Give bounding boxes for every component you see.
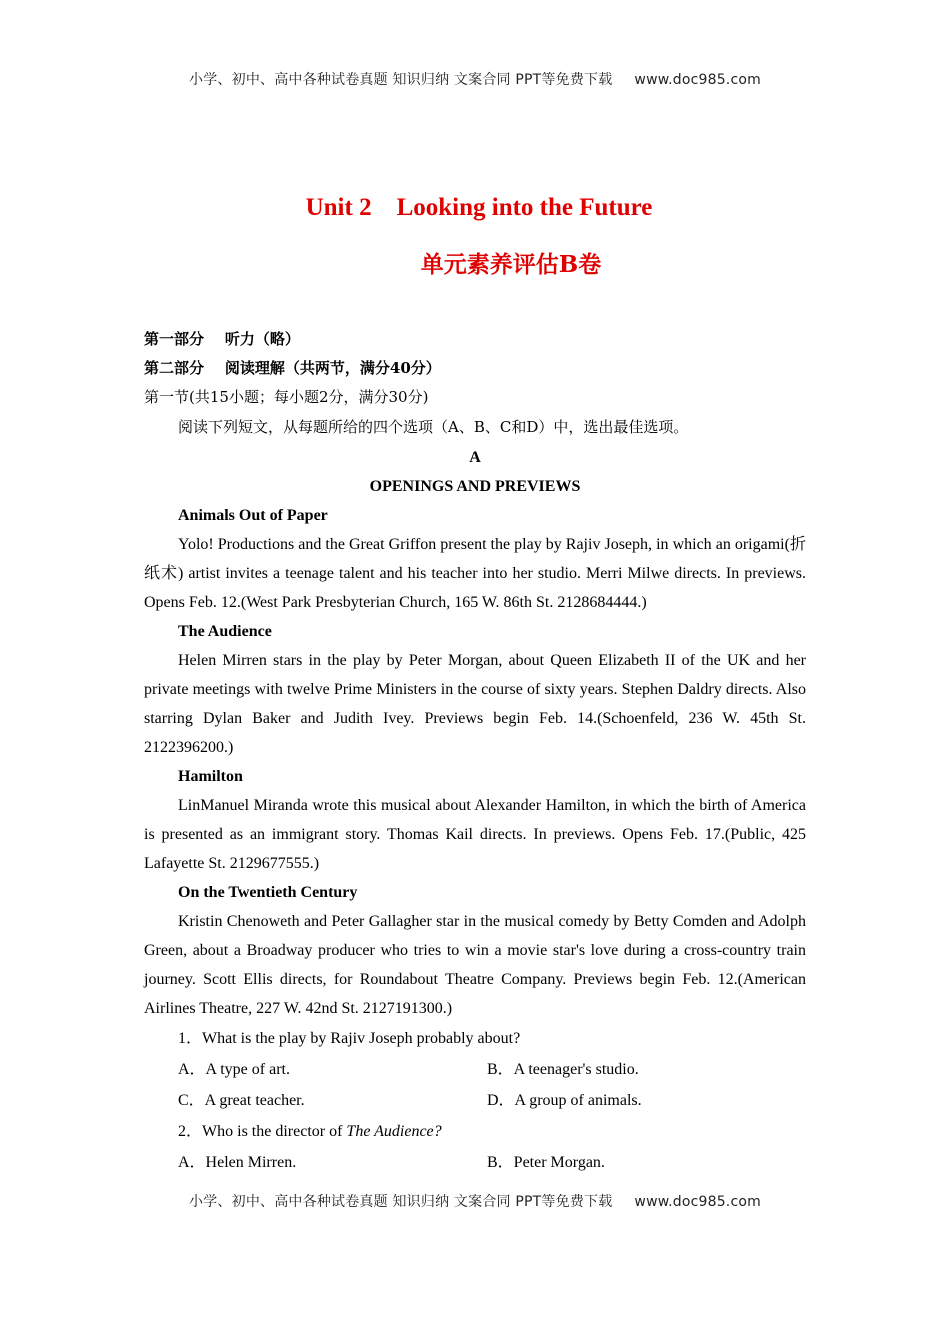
option-b[interactable]: B．Peter Morgan.	[487, 1154, 605, 1171]
listing-text: Kristin Chenoweth and Peter Gallagher star in the musical comedy by Betty Comden and Adolph Green, about a Broadway producer who tries to win a movie star's love during a cross-country train journey. Scott Ellis directs, for Roundabout Theatre Company. Previews begin Feb. 12.(American Airlines Theatre, 227 W. 42nd St. 2127191300.)	[144, 913, 806, 1017]
option-a[interactable]: A．A type of art.	[178, 1061, 290, 1078]
question-stem	[144, 1023, 806, 1054]
header-text: 小学、初中、高中各种试卷真题 知识归纳 文案合同 PPT等免费下载	[189, 72, 613, 88]
option-a[interactable]: A．Helen Mirren.	[178, 1154, 297, 1171]
question-2	[144, 1116, 806, 1178]
page-header	[0, 69, 950, 89]
option-row	[144, 1085, 806, 1116]
option-row	[144, 1054, 806, 1085]
listing-text: Helen Mirren stars in the play by Peter Morgan, about Queen Elizabeth II of the UK and her private meetings with twelve Prime Ministers in the course of sixty years. Stephen Daldry directs. Also starring Dylan Baker and Judith Ivey. Previews begin Feb. 14.(Schoenfeld, 236 W. 45th St. 2122396200.)	[144, 652, 806, 756]
header-url[interactable]: www.doc985.com	[634, 72, 761, 88]
listing-on-the-twentieth-century	[144, 878, 806, 1023]
listing-title: Hamilton	[178, 768, 243, 785]
question-text: What is the play by Rajiv Joseph probably about?	[202, 1030, 521, 1047]
part2-heading: 第二部分 阅读理解（共两节，满分40分）	[144, 359, 441, 377]
question-italic-title: The Audience?	[346, 1123, 442, 1140]
listing-title: Animals Out of Paper	[178, 507, 328, 524]
footer-url[interactable]: www.doc985.com	[634, 1194, 761, 1210]
listing-title: The Audience	[178, 623, 272, 640]
unit-title: Unit 2 Looking into the Future	[305, 194, 653, 221]
passage-heading: OPENINGS AND PREVIEWS	[369, 478, 581, 495]
page-footer	[0, 1191, 950, 1211]
option-d[interactable]: D．A group of animals.	[487, 1092, 642, 1109]
listing-text: Yolo! Productions and the Great Griffon present the play by Rajiv Joseph, in which an origami(折纸术) artist invites a teenage talent and his teacher into her studio. Merri Milwe directs. In previews. Opens Feb. 12.(West Park Presbyterian Church, 165 W. 86th St. 2128684444.)	[144, 536, 806, 611]
document-body	[144, 325, 806, 1178]
listing-hamilton	[144, 762, 806, 878]
passage-letter: A	[469, 449, 481, 466]
section1-heading: 第一节(共15小题；每小题2分，满分30分)	[144, 388, 429, 406]
listing-text: LinManuel Miranda wrote this musical about Alexander Hamilton, in which the birth of America is presented as an immigrant story. Thomas Kail directs. In previews. Opens Feb. 17.(Public, 425 Lafayette St. 2129677555.)	[144, 797, 806, 872]
listing-animals-out-of-paper	[144, 501, 806, 617]
question-number: 2．	[178, 1123, 203, 1140]
question-number: 1．	[178, 1030, 203, 1047]
question-text: Who is the director of	[202, 1123, 347, 1140]
option-c[interactable]: C．A great teacher.	[178, 1092, 305, 1109]
footer-text: 小学、初中、高中各种试卷真题 知识归纳 文案合同 PPT等免费下载	[189, 1194, 613, 1210]
title-block	[0, 188, 950, 285]
option-b[interactable]: B．A teenager's studio.	[487, 1061, 639, 1078]
question-1	[144, 1023, 806, 1116]
option-row	[144, 1147, 806, 1178]
question-stem	[144, 1116, 806, 1147]
sub-title: 单元素养评估B卷	[420, 251, 602, 278]
instruction: 阅读下列短文，从每题所给的四个选项（A、B、C和D）中，选出最佳选项。	[178, 418, 689, 436]
listing-the-audience	[144, 617, 806, 762]
part1-heading: 第一部分 听力（略）	[144, 330, 300, 348]
listing-title: On the Twentieth Century	[178, 884, 358, 901]
